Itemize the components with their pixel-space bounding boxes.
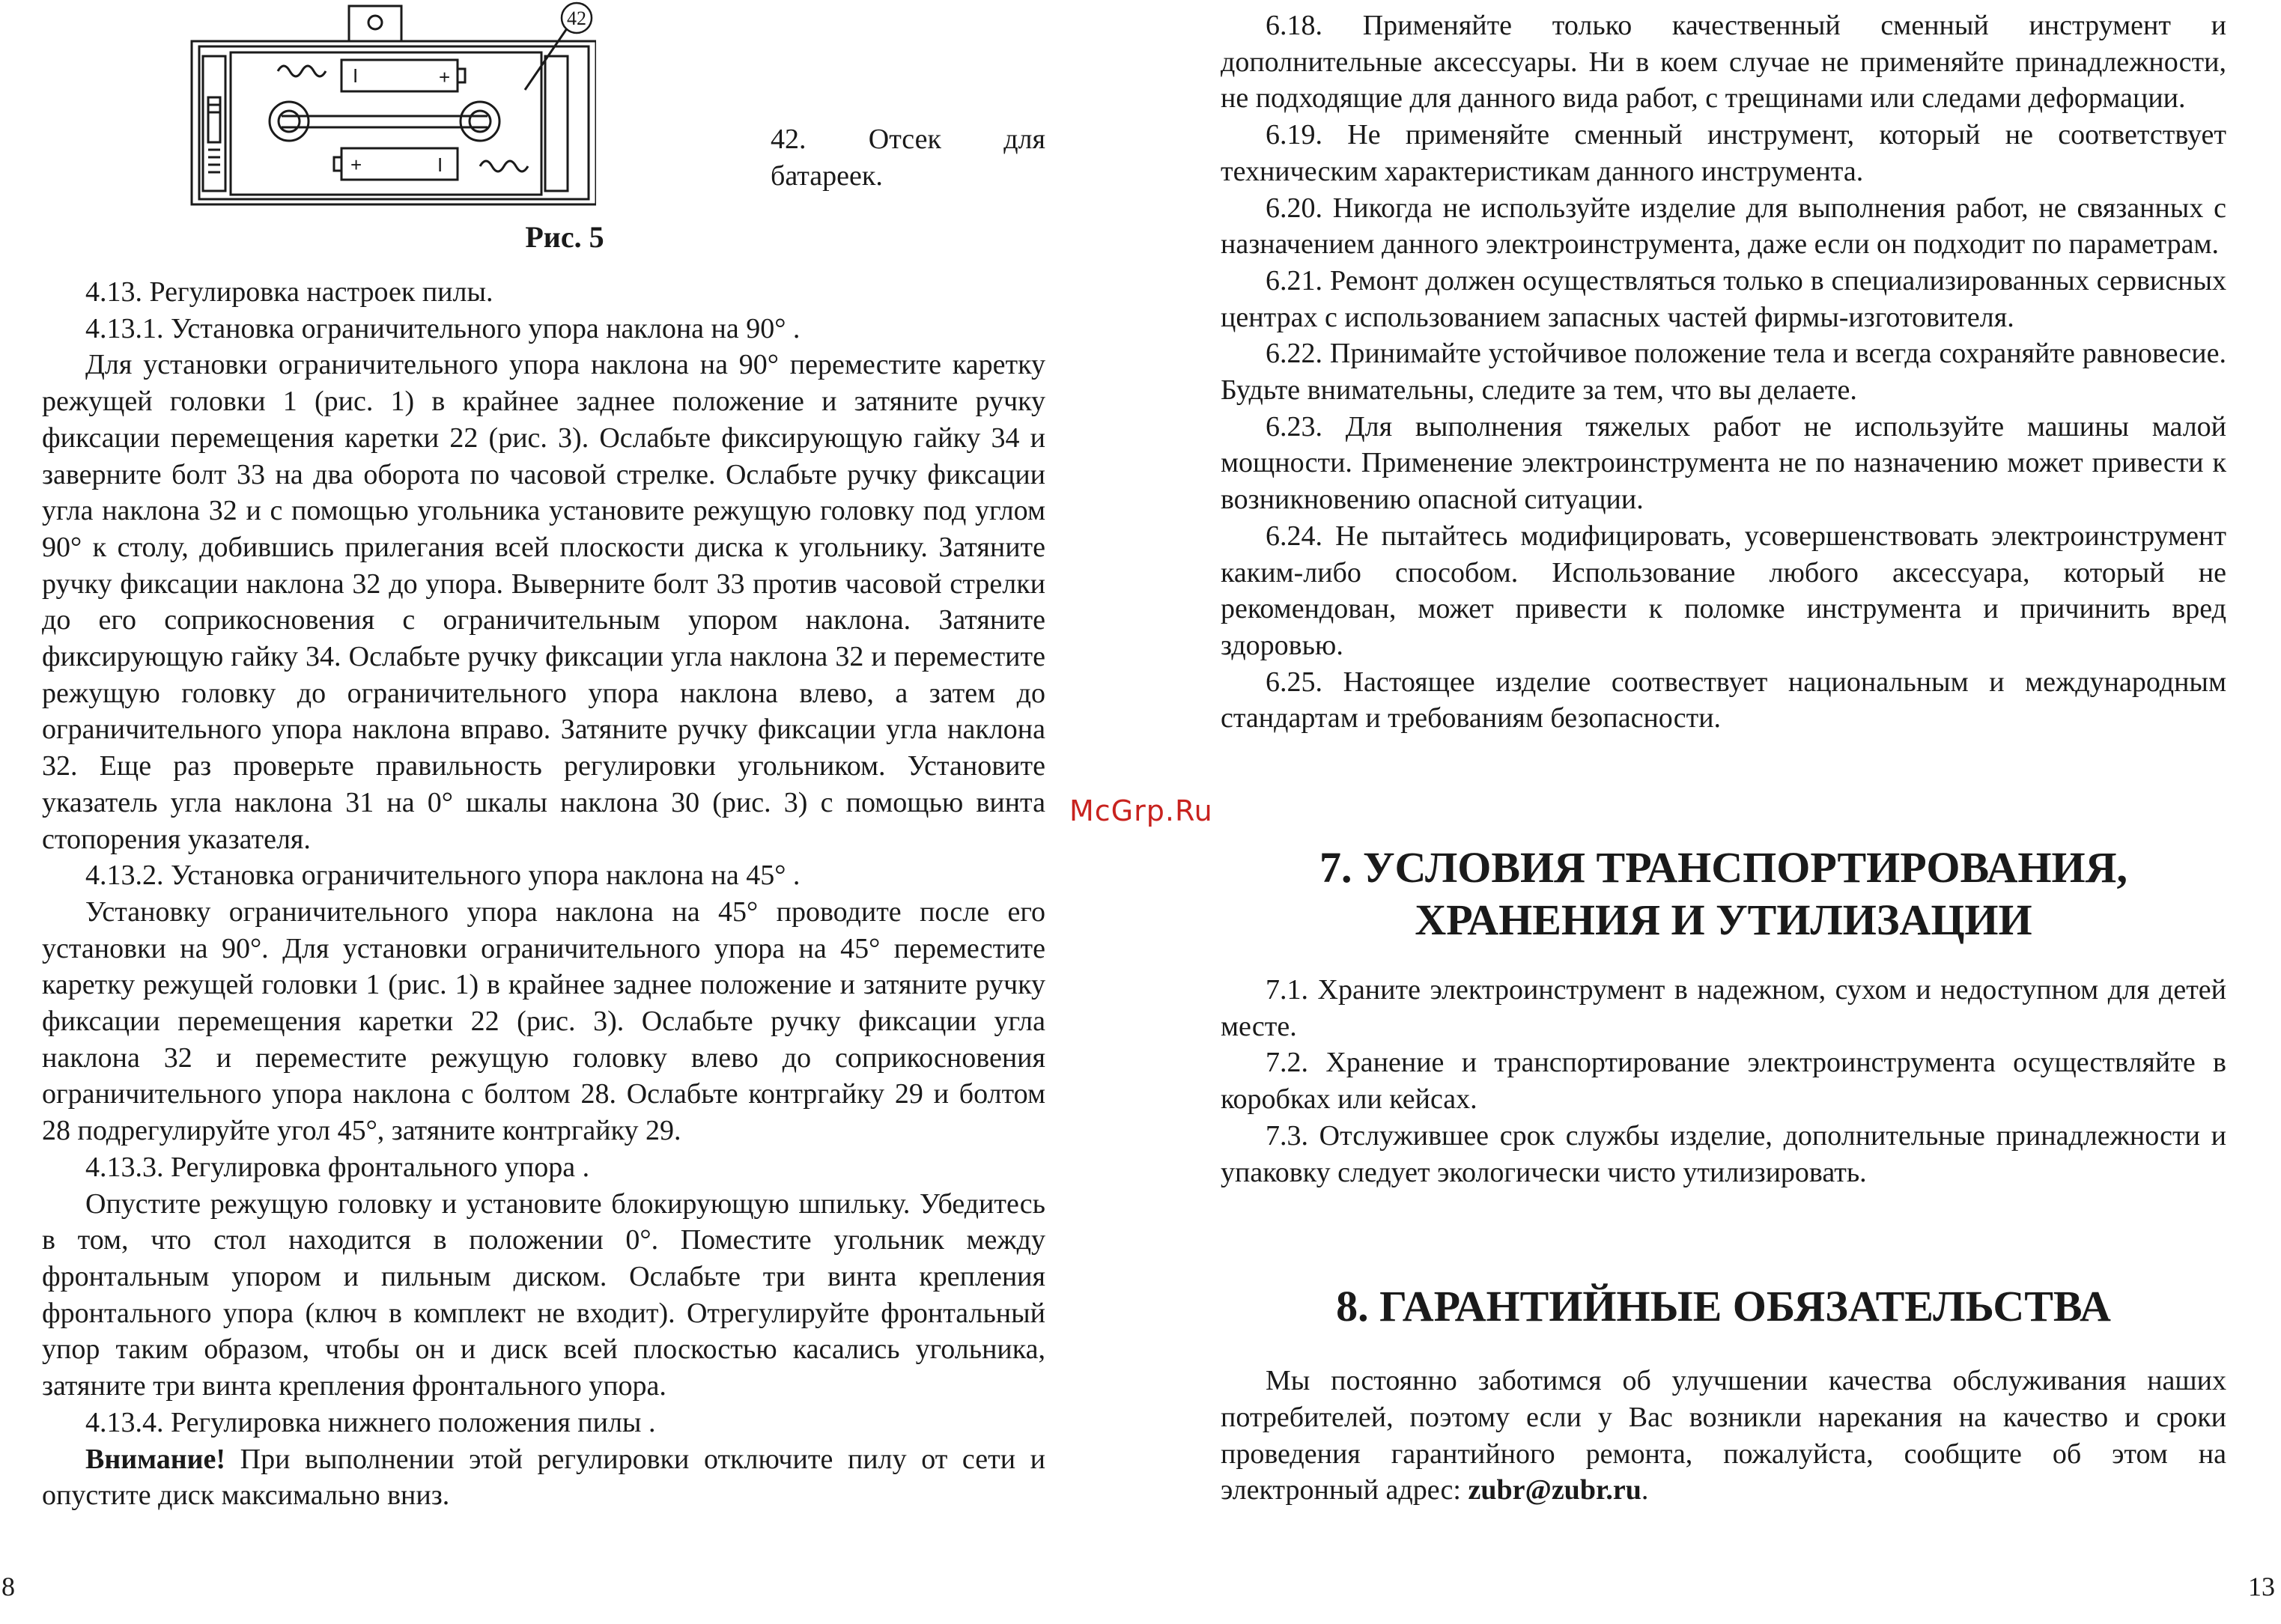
- battery-bottom-minus: I: [437, 153, 443, 176]
- paragraph: 7.2. Хранение и транспортирование электроинструмента осуществляйте в коробках или кейсах.: [1221, 1047, 2226, 1116]
- warranty-email: zubr@zubr.ru: [1468, 1474, 1641, 1506]
- battery-top-minus: I: [353, 64, 359, 87]
- paragraph: 6.21. Ремонт должен осуществляться только в специализированных сервисных центрах с использованием запасных частей фирмы-изготовителя.: [1221, 264, 2226, 333]
- battery-top-plus: +: [439, 66, 451, 88]
- section-8-title: 8. ГАРАНТИЙНЫЕ ОБЯЗАТЕЛЬСТВА: [1336, 1282, 2111, 1331]
- paragraph: 6.22. Принимайте устойчивое положение тела и всегда сохраняйте равновесие. Будьте внимательны, следите за тем, что вы делаете.: [1221, 338, 2226, 407]
- warning-label: Внимание!: [85, 1443, 226, 1475]
- paragraph: 7.1. Храните электроинструмент в надежном, сухом и недоступном для детей месте.: [1221, 974, 2226, 1042]
- right-page: [1221, 7, 2226, 1509]
- paragraph: 7.3. Отслужившее срок службы изделие, дополнительные принадлежности и упаковку следует экологически чисто утилизировать.: [1221, 1119, 2226, 1188]
- left-body-text: [42, 274, 1045, 1514]
- callout-number: 42: [567, 7, 586, 29]
- warranty-end: .: [1641, 1474, 1649, 1506]
- paragraph: Опустите режущую головку и установите блокирующую шпильку. Убедитесь в том, что стол находится в положении 0°. Поместите угольник между фронтальным упором и пильным диском. Ослабьте три винта крепления фронтального упора (ключ в комплект не входит). Отрегулируйте фронтальный упор таким образом, чтобы он и диск всей плоскостью касались угольника, затяните три винта крепления фронтального упора.: [42, 1187, 1045, 1402]
- paragraph: Установку ограничительного упора наклона на 45° проводите после его установки на 90°. Для установки ограничительного упора на 45° переместите каретку режущей головки 1 (рис. 1) в крайнее заднее положение и затяните ручку фиксации перемещения каретки 22 (рис. 3). Ослабьте ручку фиксации угла наклона 32 и переместите режущую головку влево до соприкосновения ограничительного упора наклона с болтом 28. Ослабьте контргайку 29 и болтом 28 подрегулируйте угол 45°, затяните контргайку 29.: [42, 895, 1045, 1147]
- paragraph: 6.25. Настоящее изделие соотвествует национальным и международным стандартам и требованиям безопасности.: [1221, 666, 2226, 735]
- callout-text: 42. Отсек для батареек.: [771, 124, 1045, 192]
- section-7-title-line1: 7. УСЛОВИЯ ТРАНСПОРТИРОВАНИЯ,: [1319, 843, 2127, 892]
- warranty-text: Мы постоянно заботимся об улучшении качества обслуживания наших потребителей, поэтому если у Вас возникли нарекания на качество и сроки проведения гарантийного ремонта, пожалуйста, сообщите об этом на электронный адрес:: [1221, 1365, 2226, 1506]
- warranty-paragraph: [1221, 1363, 2226, 1509]
- paragraph: 4.13.4. Регулировка нижнего положения пилы .: [85, 1406, 656, 1438]
- warning-paragraph: [42, 1441, 1045, 1514]
- paragraph: 4.13.2. Установка ограничительного упора наклона на 45° .: [85, 860, 801, 892]
- paragraph: Для установки ограничительного упора наклона на 90° переместите каретку режущей головки 1 (рис. 1) в крайнее заднее положение и затяните ручку фиксации перемещения каретки 22 (рис. 3). Ослабьте фиксирующую гайку 34 и заверните болт 33 на два оборота по часовой стрелке. Ослабьте ручку фиксации угла наклона 32 и с помощью угольника установите режущую головку под углом 90° к столу, добившись прилегания всей плоскости диска к угольнику. Затяните ручку фиксации наклона 32 до упора. Выверните болт 33 против часовой стрелки до его соприкосновения с ограничительным упором наклона. Затяните фиксирующую гайку 34. Ослабьте ручку фиксации угла наклона 32 и переместите режущую головку до ограничительного упора наклона влево, а затем до ограничительного упора наклона вправо. Затяните ручку фиксации угла наклона 32. Еще раз проверьте правильность регулировки угольником. Установите указатель угла наклона 31 на 0° шкалы наклона 30 (рис. 3) с помощью винта стопорения указателя.: [42, 349, 1045, 855]
- paragraph: 4.13.3. Регулировка фронтального упора .: [85, 1151, 590, 1183]
- paragraph: 6.19. Не применяйте сменный инструмент, который не соответствует техническим характеристикам данного инструмента.: [1221, 119, 2226, 187]
- page-number-left: 8: [1, 1572, 15, 1602]
- figure-caption: Рис. 5: [525, 220, 604, 254]
- battery-bottom-plus: +: [350, 153, 362, 176]
- page-number-right: 13: [2248, 1572, 2275, 1602]
- section-7-title-line2: ХРАНЕНИЯ И УТИЛИЗАЦИИ: [1415, 895, 2032, 945]
- paragraph: 6.23. Для выполнения тяжелых работ не используйте машины малой мощности. Применение электроинструмента не по назначению может привести к возникновению опасной ситуации.: [1221, 410, 2226, 516]
- warning-text: При выполнении этой регулировки отключите пилу от сети и опустите диск максимально вниз.: [42, 1443, 1045, 1512]
- paragraph: 6.24. Не пытайтесь модифицировать, усовершенствовать электроинструмент каким-либо способом. Использование любого аксессуара, который не рекомендован, может привести к поломке инструмента и причинить вред здоровью.: [1221, 520, 2226, 661]
- paragraph: 4.13. Регулировка настроек пилы.: [85, 276, 493, 308]
- paragraph: 4.13.1. Установка ограничительного упора наклона на 90° .: [85, 312, 801, 344]
- battery-compartment-figure: [184, 0, 596, 217]
- watermark: McGrp.Ru: [1069, 794, 1213, 827]
- paragraph: 6.20. Никогда не используйте изделие для выполнения работ, не связанных с назначением данного электроинструмента, даже если он подходит по параметрам.: [1221, 192, 2226, 261]
- paragraph: 6.18. Применяйте только качественный сменный инструмент и дополнительные аксессуары. Ни в коем случае не применяйте принадлежности, не подходящие для данного вида работ, с трещинами или следами деформации.: [1221, 10, 2226, 115]
